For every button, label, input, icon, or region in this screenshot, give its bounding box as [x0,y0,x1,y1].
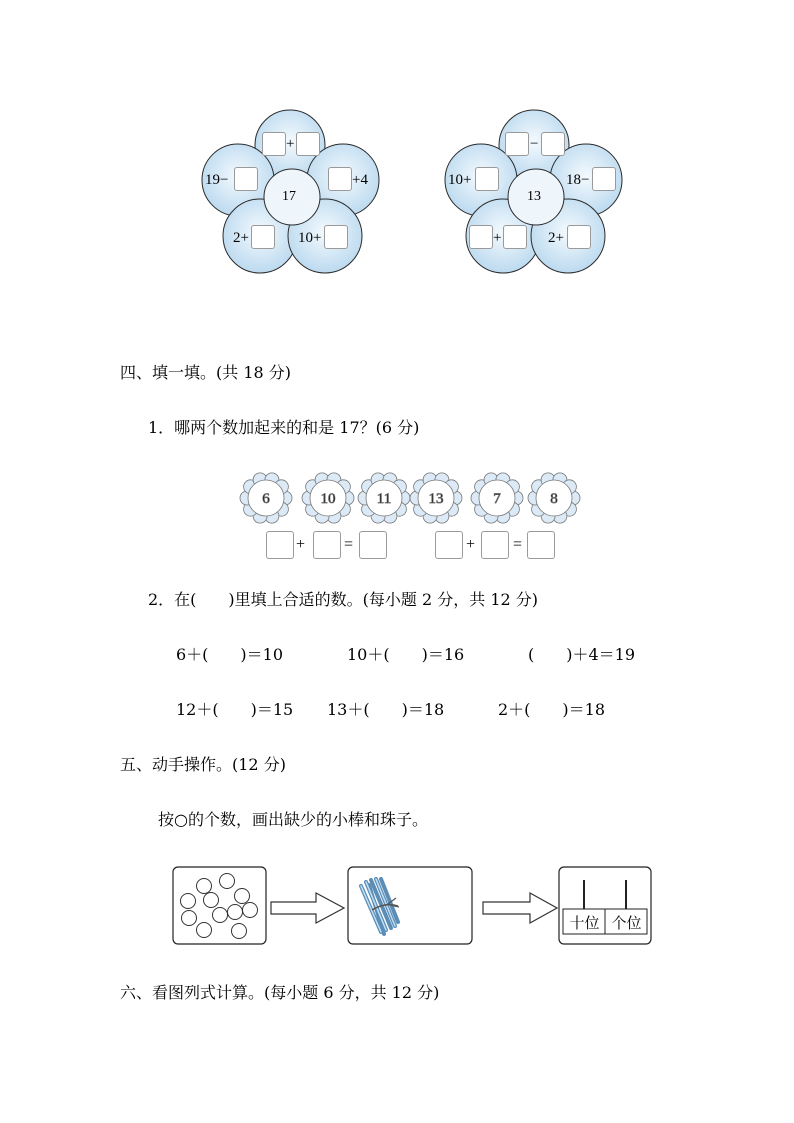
equation[interactable]: 10＋( )＝16 [347,645,465,664]
flower-left-center: 17 [282,189,296,204]
flower-left-bottom-right-label: 10+ [298,230,322,246]
number-flower[interactable] [240,473,292,523]
tens-label: 十位 [569,914,600,932]
flower-right-center: 13 [527,189,541,204]
flower-number: 11 [376,491,392,507]
equation[interactable]: 2＋( )＝18 [498,700,606,719]
answer-box[interactable] [505,132,529,156]
number-flower[interactable] [528,473,580,523]
equation[interactable]: 12＋( )＝15 [176,700,294,719]
ones-label: 个位 [611,914,642,932]
answer-box[interactable] [234,167,258,191]
answer-box[interactable] [527,531,555,559]
answer-box[interactable] [313,531,341,559]
number-flower[interactable] [358,473,410,523]
answer-box[interactable] [324,225,348,249]
answer-box[interactable] [435,531,463,559]
answer-box[interactable] [359,531,387,559]
answer-box[interactable] [262,132,286,156]
section5-title: 五、动手操作。(12 分) [120,755,286,774]
flower-right-bottom-right-label: 2+ [548,230,564,246]
answer-box[interactable] [592,167,616,191]
arrow-icon [271,893,344,923]
flower-right-right-label: 18− [566,172,590,188]
flower-left-left-label: 19− [205,172,229,188]
equation[interactable]: ( )＋4＝19 [528,645,636,664]
answer-box[interactable] [328,167,352,191]
flower-left-top-op: + [286,136,295,152]
flower-number: 6 [262,491,270,507]
flower-number: 10 [320,491,336,507]
answer-box[interactable] [266,531,294,559]
equals-sign: = [344,536,354,553]
number-flowers [0,470,794,530]
section4-title: 四、填一填。(共 18 分) [120,363,292,382]
plus-sign: + [466,536,476,553]
equation[interactable]: 13＋( )＝18 [327,700,445,719]
plus-sign: + [296,536,306,553]
answer-box[interactable] [541,132,565,156]
answer-box[interactable] [296,132,320,156]
section6-title: 六、看图列式计算。(每小题 6 分，共 12 分) [120,983,440,1002]
answer-box[interactable] [251,225,275,249]
flower-left-right-label: +4 [352,172,368,188]
sticks-box [348,867,472,944]
number-flower[interactable] [471,473,523,523]
answer-box[interactable] [475,167,499,191]
flower-left-bottom-left-label: 2+ [233,230,249,246]
section5-instruction: 按○的个数，画出缺少的小棒和珠子。 [158,810,428,829]
number-flower[interactable] [410,473,462,523]
flower-right-left-label: 10+ [448,172,472,188]
answer-box[interactable] [503,225,527,249]
flower-number: 7 [493,491,501,507]
flower-puzzles [0,0,794,290]
answer-box[interactable] [567,225,591,249]
flower-right-top-op: − [530,136,539,152]
section4-q1-title: 1．哪两个数加起来的和是 17？(6 分) [148,418,420,437]
equals-sign: = [513,536,523,553]
flower-number: 13 [428,491,444,507]
section4-q2-title: 2．在( )里填上合适的数。(每小题 2 分，共 12 分) [148,590,539,609]
number-flower[interactable] [302,473,354,523]
flower-right-bottom-left-op: + [493,230,502,246]
operation-diagram [0,860,794,955]
equation[interactable]: 6＋( )＝10 [176,645,284,664]
arrow-icon [483,893,557,923]
flower-number: 8 [550,491,558,507]
answer-box[interactable] [481,531,509,559]
answer-box[interactable] [469,225,493,249]
